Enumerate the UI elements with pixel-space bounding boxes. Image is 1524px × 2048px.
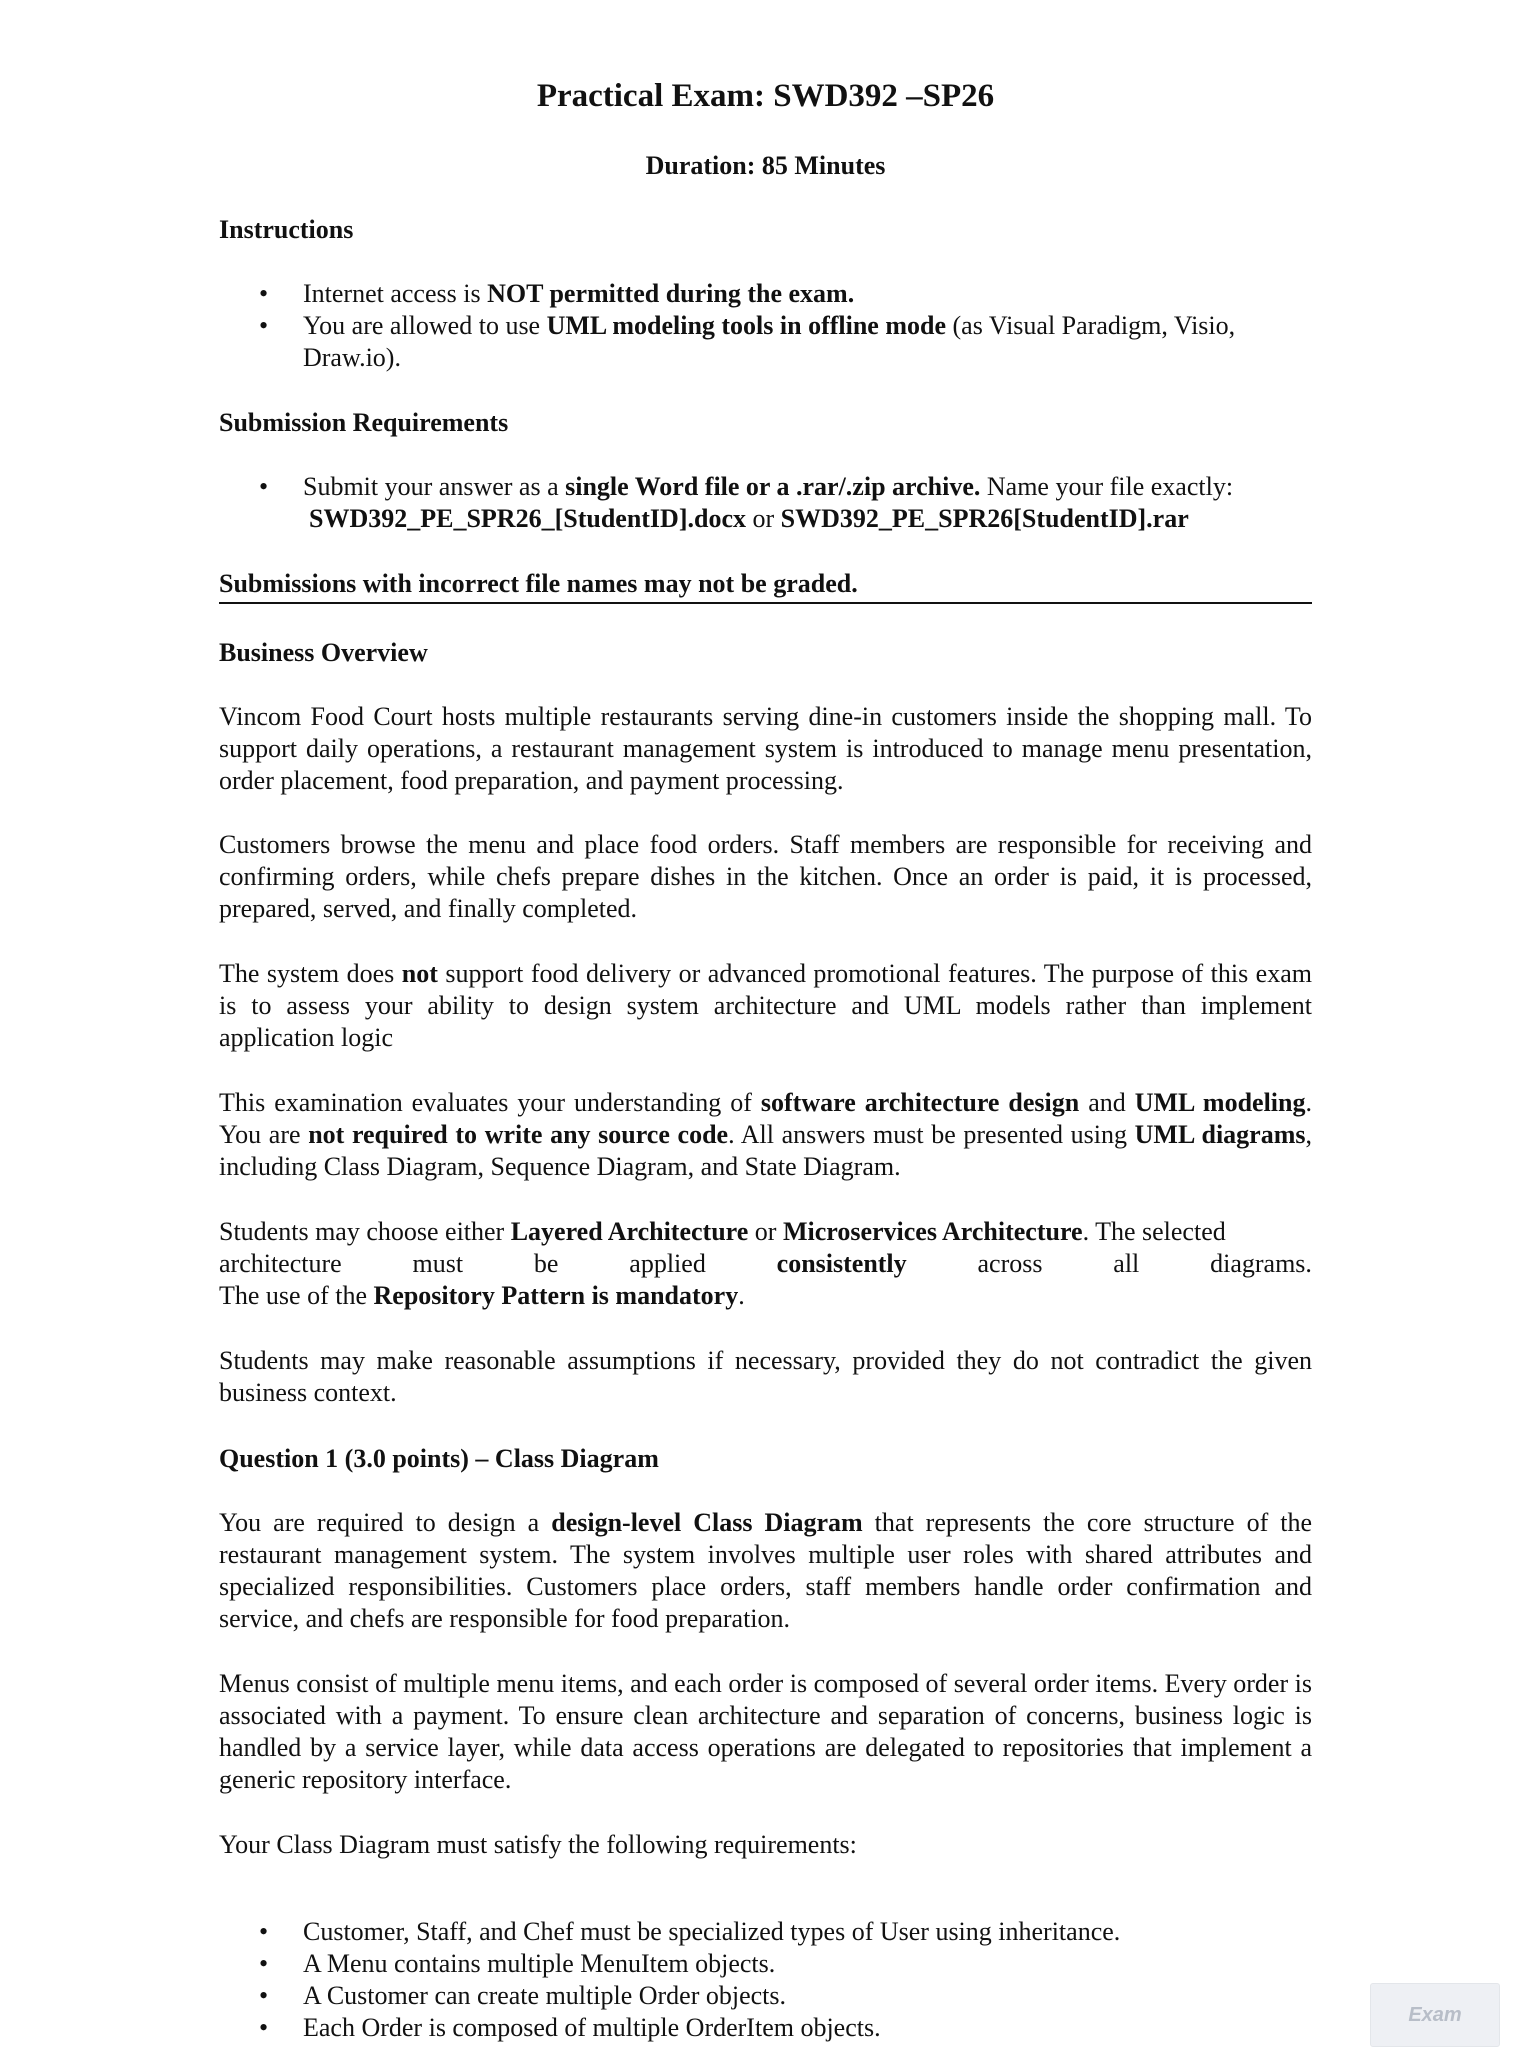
paragraph-text: . You are <box>219 1088 1312 1149</box>
paragraph-text: Students may choose either <box>219 1217 511 1246</box>
paragraph-word: across <box>977 1249 1043 1278</box>
question1-heading: Question 1 (3.0 points) – Class Diagram <box>219 1444 659 1473</box>
overview-paragraph-5 <box>219 1216 1312 1312</box>
instructions-list <box>219 278 1312 374</box>
paragraph-text <box>219 1216 1226 1248</box>
paragraph-text: that represents the core structure of the restaurant management system. The system involves multiple user roles with shared attributes and specialized responsibilities. Customers place orders, staff members handle order confirmation and service, and chefs are responsible for food preparation. <box>219 1508 1312 1633</box>
paragraph-word: all <box>1113 1249 1140 1278</box>
list-item: • A Customer can create multiple Order objects. <box>219 1980 1312 2012</box>
paragraph-text: The system does <box>219 959 402 988</box>
watermark-text: Exam <box>1408 2003 1462 2026</box>
question1-paragraph-2: Menus consist of multiple menu items, and each order is composed of several order items. Every order is associated with a payment. To ensure clean architecture and separation of concerns, business logic is handled by a service layer, while data access operations are delegated to repositories that implement a generic repository interface. <box>219 1669 1312 1794</box>
paragraph-emphasis: UML diagrams <box>1134 1120 1306 1149</box>
file-name-separator: or <box>746 504 781 533</box>
paragraph-word: applied <box>629 1249 706 1278</box>
paragraph-text: This examination evaluates your understanding of <box>219 1088 761 1117</box>
submission-list <box>219 471 1312 535</box>
paragraph-line <box>219 1216 1312 1248</box>
watermark-logo <box>1370 1983 1500 2047</box>
overview-paragraph-6: Students may make reasonable assumptions if necessary, provided they do not contradict the given business context. <box>219 1346 1312 1407</box>
duration-label: Duration: 85 Minutes <box>645 151 886 180</box>
paragraph-word: be <box>533 1249 559 1278</box>
submission-warning: Submissions with incorrect file names may not be graded. <box>219 568 1312 604</box>
list-item: • A Menu contains multiple MenuItem objects. <box>219 1948 1312 1980</box>
paragraph-emphasis: software architecture design <box>760 1088 1080 1117</box>
paragraph-emphasis: Layered Architecture <box>510 1217 749 1246</box>
paragraph-emphasis: Microservices Architecture <box>782 1217 1083 1246</box>
overview-paragraph-4 <box>219 1087 1312 1183</box>
paragraph-emphasis: UML modeling <box>1134 1088 1306 1117</box>
paragraph-word: must <box>412 1249 464 1278</box>
overview-paragraph-1: Vincom Food Court hosts multiple restaurants serving dine-in customers inside the shopping mall. To support daily operations, a restaurant management system is introduced to manage menu presentation, order placement, food preparation, and payment processing. <box>219 702 1312 795</box>
paragraph-text: and <box>1079 1088 1135 1117</box>
file-name-rar: SWD392_PE_SPR26[StudentID].rar <box>780 504 1189 533</box>
list-item-emphasis: UML modeling tools in offline mode <box>546 311 947 340</box>
list-item <box>219 471 1312 535</box>
list-item-emphasis: single Word file or a .rar/.zip archive. <box>565 472 981 501</box>
file-name-pattern <box>303 503 1312 535</box>
paragraph-emphasis: design-level Class Diagram <box>551 1508 863 1537</box>
overview-paragraph-2: Customers browse the menu and place food orders. Staff members are responsible for receiving and confirming orders, while chefs prepare dishes in the kitchen. Once an order is paid, it is processed, prepared, served, and finally completed. <box>219 830 1312 923</box>
file-name-docx: SWD392_PE_SPR26_[StudentID].docx <box>309 504 746 533</box>
paragraph-line <box>219 1248 1312 1280</box>
paragraph-text: . All answers must be presented using <box>728 1120 1135 1149</box>
list-item: • Each Order is composed of multiple OrderItem objects. <box>219 2012 1312 2044</box>
list-item-emphasis: NOT permitted during the exam. <box>487 279 855 308</box>
list-item-text: Internet access is <box>303 279 488 308</box>
paragraph-text: or <box>748 1217 783 1246</box>
paragraph-word: architecture <box>219 1249 342 1278</box>
paragraph-line <box>219 1280 1312 1312</box>
paragraph-emphasis: consistently <box>776 1249 907 1278</box>
list-item-text: Name your file exactly: <box>980 472 1234 501</box>
list-item-text: (as Visual Paradigm, Visio, Draw.io). <box>303 311 1236 372</box>
paragraph-emphasis: not <box>401 959 438 988</box>
overview-heading: Business Overview <box>219 638 428 667</box>
list-item <box>219 310 1312 374</box>
paragraph-text: . <box>738 1281 745 1310</box>
list-item-text: Submit your answer as a <box>303 472 566 501</box>
paragraph-emphasis: not required to write any source code <box>308 1120 729 1149</box>
page-title: Practical Exam: SWD392 –SP26 <box>536 78 995 114</box>
instructions-heading: Instructions <box>219 215 354 244</box>
paragraph-text: The use of the <box>219 1281 374 1310</box>
list-item: • Customer, Staff, and Chef must be specialized types of User using inheritance. <box>219 1916 1312 1948</box>
paragraph-text: You are required to design a <box>219 1508 552 1537</box>
paragraph-text: support food delivery or advanced promotional features. The purpose of this exam is to assess your ability to design system architecture and UML models rather than implement application logic <box>219 959 1312 1052</box>
submission-heading: Submission Requirements <box>219 408 509 437</box>
paragraph-word: diagrams. <box>1210 1249 1312 1278</box>
question1-paragraph-3: Your Class Diagram must satisfy the following requirements: <box>219 1830 857 1859</box>
paragraph-emphasis: Repository Pattern is mandatory <box>373 1281 739 1310</box>
question1-paragraph-1 <box>219 1507 1312 1635</box>
overview-paragraph-3 <box>219 958 1312 1054</box>
list-item <box>219 278 1312 310</box>
paragraph-text: . The selected <box>1082 1217 1226 1246</box>
paragraph-text: , including Class Diagram, Sequence Diagram, and State Diagram. <box>219 1120 1312 1181</box>
list-item-text: You are allowed to use <box>303 311 547 340</box>
requirements-list <box>219 1916 1312 2044</box>
